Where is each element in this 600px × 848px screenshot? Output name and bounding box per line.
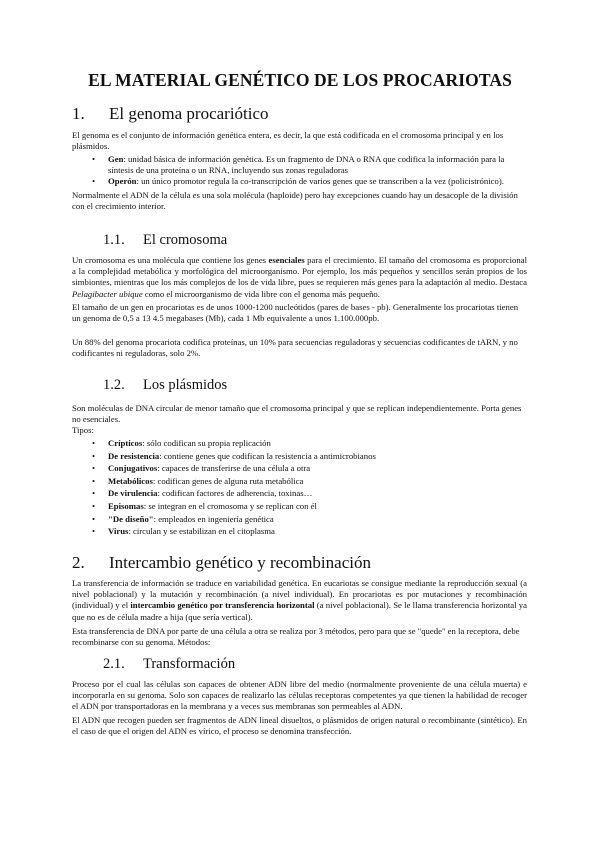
section-heading-2: 2. Intercambio genético y recombinación — [72, 553, 371, 572]
list-item: • De resistencia: contiene genes que codifican la resistencia a antimicrobianos — [92, 450, 376, 461]
paragraph: Son moléculas de DNA circular de menor tamaño que el cromosoma principal y que se replican independientemente. Porta genes no esenciales. — [72, 403, 522, 425]
paragraph: Un cromosoma es una molécula que contiene los genes esenciales para el crecimiento. El tamaño del cromosoma es proporcional a la complejidad metabólica y morfológica del microorganismo. Por ejemplo, los más pequeños y sencillos serán propios de los simbiontes, mientras que los más complejos de los de vida libre, pues se requieren más genes para la adaptación al medio. Destaca Pelagibacter ubique como el microorganismo de vida libre con el genoma más pequeño. — [72, 255, 527, 299]
bullet-list — [72, 437, 527, 538]
list-item: • Conjugativos: capaces de transferirse de una célula a otra — [92, 463, 311, 474]
list-item: • Virus: circulan y se estabilizan en el citoplasma — [92, 526, 275, 537]
list-item: • "De diseño": empleados en ingeniería genética — [92, 513, 274, 524]
section-heading-1-2: 1.2. Los plásmidos — [103, 377, 228, 393]
section-heading-1-1: 1.1. El cromosoma — [103, 232, 228, 248]
paragraph: La transferencia de información se traduce en variabilidad genética. En eucariotas se consigue mediante la reproducción sexual (a nivel poblacional) y la mutación y recombinación (a nivel individual). En procariotas es por mutaciones y recombinación (individual) y el intercambio genético por transferencia horizontal (a nivel poblacional). Se le llama transferencia horizontal ya que no es de célula madre a hija (que sería vertical). — [72, 578, 527, 622]
list-item: • De virulencia: codifican factores de adherencia, toxinas… — [92, 488, 313, 499]
paragraph: Un 88% del genoma procariota codifica proteínas, un 10% para secuencias reguladoras y secuencias codificantes de tARN, y no codificantes ni reguladoras, solo 2%. — [72, 337, 518, 359]
list-item: • Metabólicos: codifican genes de alguna ruta metabólica — [92, 475, 304, 486]
list-item: • Gen: unidad básica de información genética. Es un fragmento de DNA o RNA que codifica la información para la síntesis de una proteína o un RNA, incluyendo sus zonas reguladoras — [92, 154, 505, 176]
section-heading-2-1: 2.1. Transformación — [103, 656, 236, 672]
list-item: • Operón: un único promotor regula la co-transcripción de varios genes que se transcriben a la vez (policistrónico). — [92, 176, 504, 187]
paragraph: El genoma es el conjunto de información genética entera, es decir, la que está codificada en el cromosoma principal y en los plásmidos. — [72, 130, 504, 152]
list-item: • Episomas: se integran en el cromosoma y se replican con él — [92, 500, 317, 511]
paragraph: El tamaño de un gen en procariotas es de unos 1000-1200 nucleótidos (pares de bases - pb). Generalmente los procariotas tienen un genoma de 0,5 a 13 4.5 megabases (Mb), cada 1 Mb equivalente a unos 1.100.000pb. — [72, 302, 519, 324]
section-heading-1: 1. El genoma procariótico — [72, 104, 269, 123]
bullet-list — [72, 154, 527, 188]
paragraph: El ADN que recogen pueden ser fragmentos de ADN lineal disueltos, o plásmidos de origen natural o recombinante (sintético). En el caso de que el origen del ADN es vírico, el proceso se denomina transfección. — [72, 715, 527, 737]
paragraph: Normalmente el ADN de la célula es una sola molécula (haploide) pero hay excepciones cuando hay un desacople de la división con el crecimiento interior. — [72, 190, 518, 212]
list-item: • Crípticos: sólo codifican su propia replicación — [92, 438, 271, 448]
types-label: Tipos: — [72, 425, 94, 435]
paragraph: Esta transferencia de DNA por parte de una célula a otra se realiza por 3 métodos, pero para que se "quede" en la receptora, debe recombinarse con su genoma. Métodos: — [72, 626, 520, 648]
paragraph: Proceso por el cual las células son capaces de obtener ADN libre del medio (normalmente proveniente de una célula muerta) e incorporarla en su genoma. Solo son capaces de realizarlo las células receptoras competentes ya que tienen la habilidad de recoger el ADN por transportadoras en la membrana y a veces sus membranas son permeables al ADN. — [72, 679, 527, 712]
document-title: EL MATERIAL GENÉTICO DE LOS PROCARIOTAS — [88, 70, 512, 90]
